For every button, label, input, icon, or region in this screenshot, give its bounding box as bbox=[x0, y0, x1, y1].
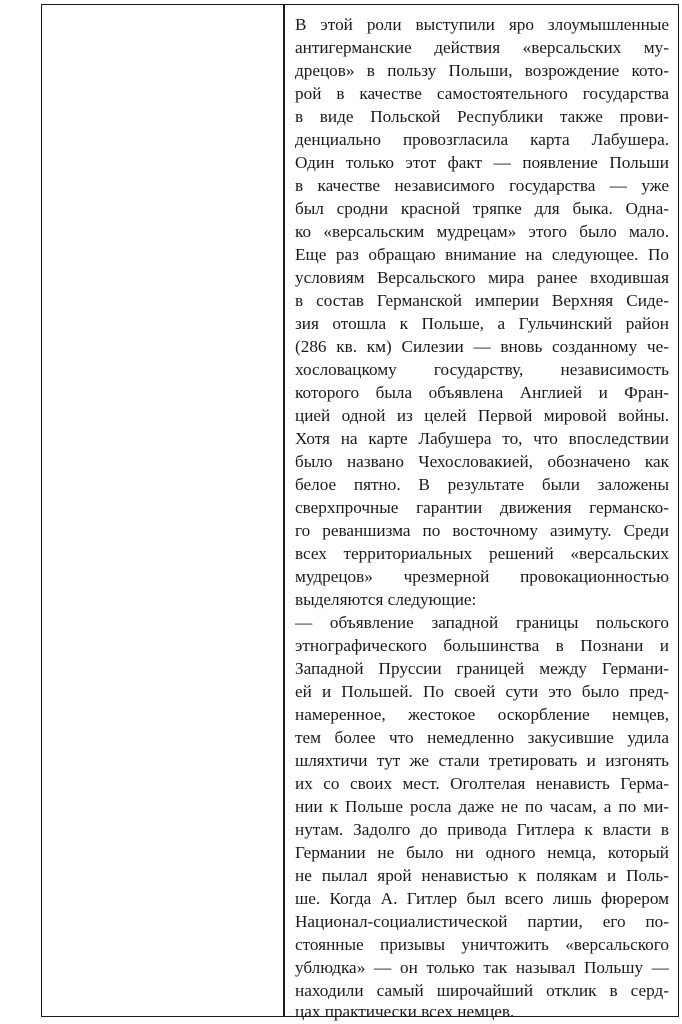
text-line: — объявление западной границы польского bbox=[295, 613, 669, 632]
text-line: цией одной из целей Первой мировой войны. bbox=[295, 406, 669, 425]
text-line: тем более что немедленно закусившие удила bbox=[295, 728, 669, 747]
text-line: мудрецов» чрезмерной провокационностью bbox=[295, 567, 669, 586]
text-line: Еще раз обращаю внимание на следующее. По bbox=[295, 245, 669, 264]
text-line: антигерманские действия «версальских му- bbox=[295, 38, 669, 57]
text-line: рой в качестве самостоятельного государства bbox=[295, 84, 669, 103]
text-line: Германии не было ни одного немца, который bbox=[295, 843, 669, 862]
text-line: находили самый широчайший отклик в серд- bbox=[295, 981, 669, 1000]
text-line: шляхтичи тут же стали третировать и изгонять bbox=[295, 751, 669, 770]
text-line: был сродни красной тряпке для быка. Одна- bbox=[295, 199, 669, 218]
text-line: в виде Польской Республики также прови- bbox=[295, 107, 669, 126]
text-line: ко «версальским мудрецам» этого было мало. bbox=[295, 222, 669, 241]
text-line: выделяются следующие: bbox=[295, 590, 477, 609]
text-line: дрецов» в пользу Польши, возрождение кото- bbox=[295, 61, 669, 80]
empty-left-column bbox=[42, 5, 285, 1016]
text-line: хословацкому государству, независимость bbox=[295, 360, 669, 379]
text-line: денциально провозгласила карта Лабушера. bbox=[295, 130, 669, 149]
text-line: стоянные призывы уничтожить «версальского bbox=[295, 935, 669, 954]
text-line: ей и Польшей. По своей сути это было пред- bbox=[295, 682, 669, 701]
text-line: Один только этот факт — появление Польши bbox=[295, 153, 669, 172]
text-line: В этой роли выступили яро злоумышленные bbox=[295, 15, 669, 34]
text-column bbox=[287, 5, 678, 1021]
page-frame bbox=[41, 4, 679, 1021]
text-line: Национал-социалистической партии, его по- bbox=[295, 912, 669, 931]
text-line: всех территориальных решений «версальских bbox=[295, 544, 669, 563]
text-line: было названо Чехословакией, обозначено как bbox=[295, 452, 669, 471]
text-line: го реваншизма по восточному азимуту. Среди bbox=[295, 521, 669, 540]
text-line: Западной Пруссии границей между Германи- bbox=[295, 659, 669, 678]
text-line: в качестве независимого государства — уже bbox=[295, 176, 669, 195]
text-line: ше. Когда А. Гитлер был всего лишь фюрером bbox=[295, 889, 669, 908]
text-line: зия отошла к Польше, а Гульчинский район bbox=[295, 314, 669, 333]
text-line: в состав Германской империи Верхняя Сиде- bbox=[295, 291, 669, 310]
text-line: (286 кв. км) Силезии — вновь созданному че- bbox=[295, 337, 669, 356]
text-line: намеренное, жестокое оскорбление немцев, bbox=[295, 705, 669, 724]
text-line: нии к Польше росла даже не по часам, а по ми- bbox=[295, 797, 669, 816]
text-line: Хотя на карте Лабушера то, что впоследствии bbox=[295, 429, 669, 448]
text-line: ублюдка» — он только так называл Польшу — bbox=[295, 958, 669, 977]
text-line: которого была объявлена Англией и Фран- bbox=[295, 383, 669, 402]
text-line: сверхпрочные гарантии движения германско- bbox=[295, 498, 669, 517]
text-line: цах практически всех немцев. bbox=[295, 1002, 515, 1021]
text-line: условиям Версальского мира ранее входившая bbox=[295, 268, 669, 287]
text-line: их со своих мест. Оголтелая ненависть Герма- bbox=[295, 774, 669, 793]
text-line: белое пятно. В результате были заложены bbox=[295, 475, 669, 494]
text-line: этнографического большинства в Познани и bbox=[295, 636, 669, 655]
text-line: нутам. Задолго до привода Гитлера к власти в bbox=[295, 820, 669, 839]
text-line: не пылал ярой ненавистью к полякам и Поль- bbox=[295, 866, 669, 885]
